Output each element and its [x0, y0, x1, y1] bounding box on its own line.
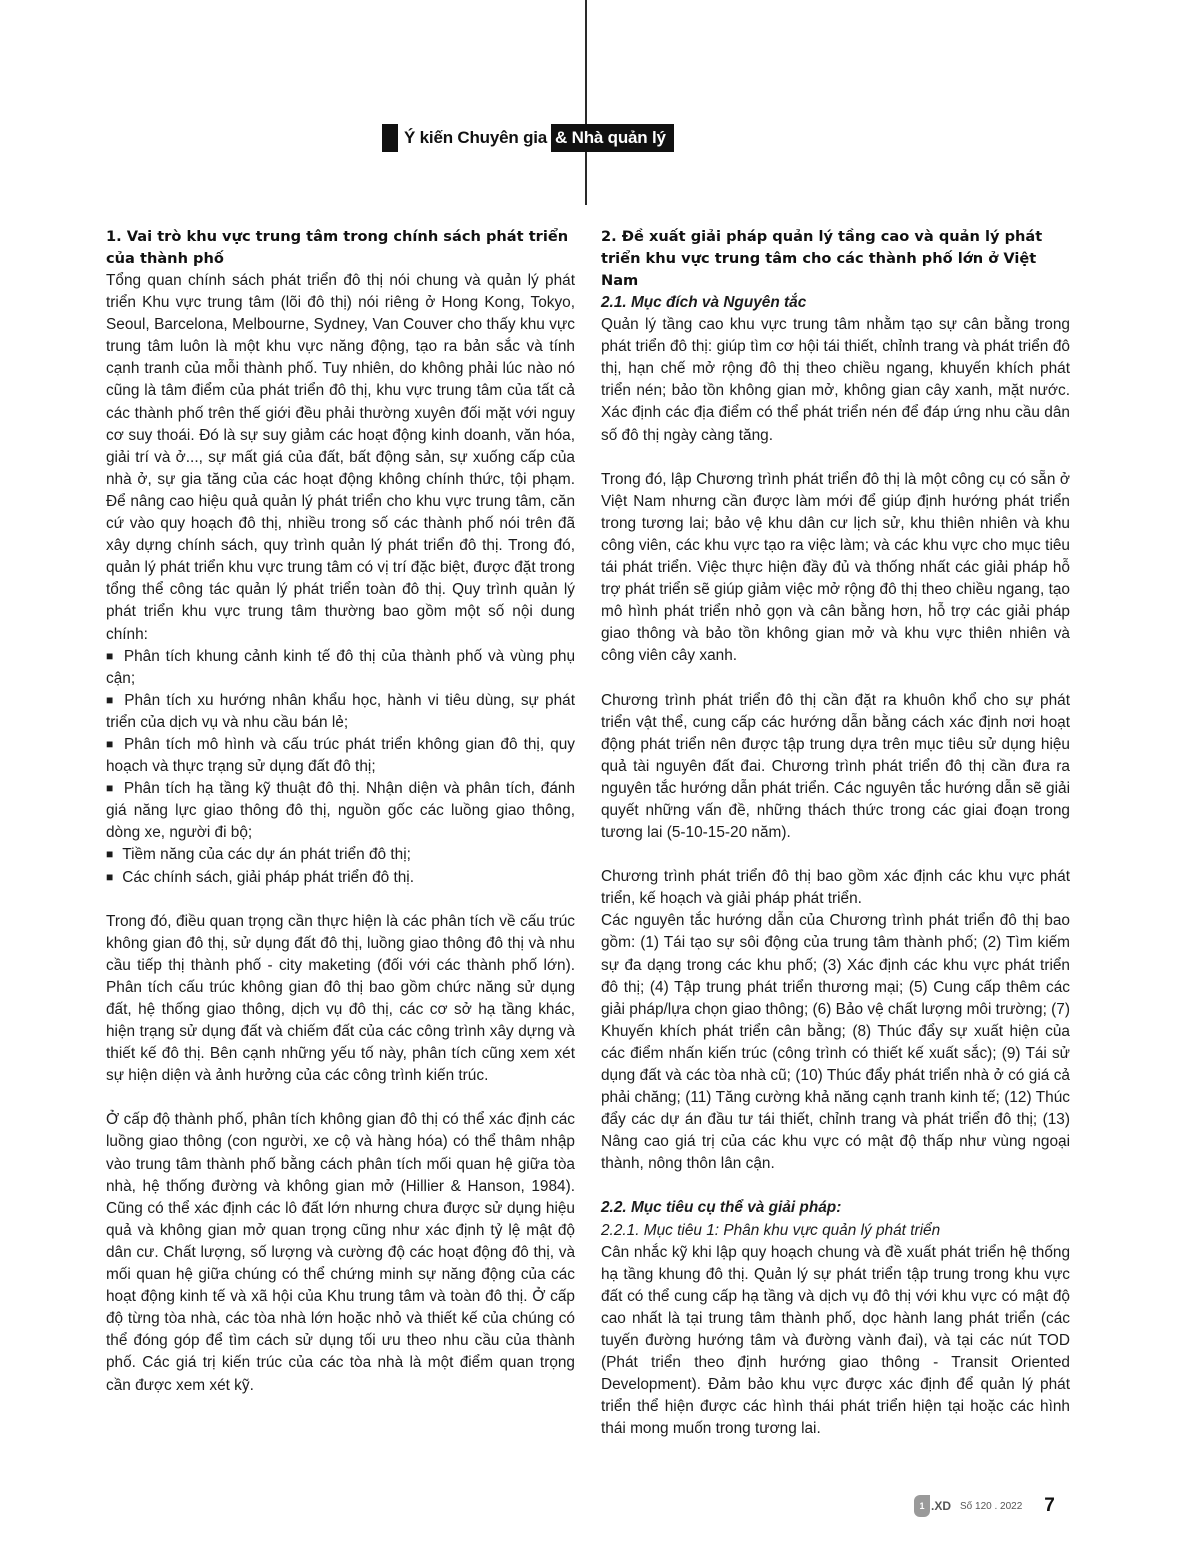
page-number: 7 [1044, 1495, 1055, 1516]
right-paragraph-3: Chương trình phát triển đô thị cần đặt ra khuôn khổ cho sự phát triển vật thể, cung cấp các hướng dẫn bằng cách xác định nơi hoạt động phát triển nên được tập trung dựa trên mục tiêu sử dụng hiệu quả tài nguyên đất đai. Chương trình phát triển đô thị cần đưa ra nguyên tắc hướng dẫn phát triển. Các nguyên tắc hướng dẫn sẽ giải quyết những vấn đề, những thách thức trong các giai đoạn trong tương lai (5-10-15-20 năm). [601, 691, 1070, 842]
bullet-item: ■ Phân tích hạ tầng kỹ thuật đô thị. Nhận diện và phân tích, đánh giá năng lực giao thông đô thị, nguồn gốc các luồng giao thông, dòng xe, người đi bộ; [106, 778, 575, 844]
right-paragraph-2: Trong đó, lập Chương trình phát triển đô thị là một công cụ có sẵn ở Việt Nam nhưng cần được làm mới để giúp định hướng phát triển trong tương lai; bảo vệ khu dân cư lịch sử, khu thiên nhiên và khu công viên, các khu vực tạo ra việc làm; và các khu vực cho mục tiêu tái phát triển. Việc thực hiện đầy đủ và thống nhất các giải pháp hỗ trợ phát triển sẽ giúp giảm việc mở rộng đô thị theo chiều ngang, tạo mô hình phát triển nhỏ gọn và cân bằng hơn, hỗ trợ các giải pháp giao thông và bảo tồn không gian mở và khu vực thiên nhiên và công viên cây xanh. [601, 470, 1070, 665]
header-title-part1: Ý kiến Chuyên gia [404, 128, 548, 147]
column-top-divider [585, 0, 587, 205]
section-1-heading: 1. Vai trò khu vực trung tâm trong chính sách phát triển của thành phố [106, 228, 569, 267]
subheading-2-2: 2.2. Mục tiêu cụ thể và giải pháp: [601, 1199, 842, 1217]
bullet-item: ■ Tiềm năng của các dự án phát triển đô thị; [106, 844, 575, 866]
right-paragraph-1: Quản lý tầng cao khu vực trung tâm nhằm tạo sự cân bằng trong phát triển đô thị: giúp tìm cơ hội tái thiết, chỉnh trang và phát triển đô thị, hạn chế mở rộng đô thị theo chiều ngang, khuyến khích phát triển nén; bảo tồn không gian mở, không gian cây xanh, mặt nước. Xác định các địa điểm có thể phát triển nén để đáp ứng nhu cầu dân số đô thị ngày càng tăng. [601, 316, 1070, 444]
bullet-item: ■ Phân tích xu hướng nhân khẩu học, hành vi tiêu dùng, sự phát triển của dịch vụ và nhu cầu bán lẻ; [106, 690, 575, 734]
bullet-item: ■ Phân tích mô hình và cấu trúc phát triển không gian đô thị, quy hoạch và thực trạng sử dụng đất đô thị; [106, 734, 575, 778]
right-paragraph-5: Các nguyên tắc hướng dẫn của Chương trình phát triển đô thị bao gồm: (1) Tái tạo sự sôi động của trung tâm thành phố; (2) Tìm kiếm sự đa dạng trong các khu phố; (3) Xác định các khu vực phát triển đô thị; (4) Tập trung phát triển thương mại; (5) Cung cấp thêm các giải pháp/lựa chọn giao thông; (6) Bảo vệ chất lượng môi trường; (7) Khuyến khích phát triển cân bằng; (8) Thúc đẩy sự xuất hiện của các điểm nhấn kiến trúc (công trình có thiết kế xuất sắc); (9) Tái sử dụng đất và các tòa nhà cũ; (10) Thúc đẩy phát triển nhà ở có giá cả phải chăng; (11) Tăng cường khả năng cạnh tranh kinh tế; (12) Thúc đẩy các dự án đầu tư tái thiết, chỉnh trang và phát triển đô thị; (13) Nâng cao giá trị của các khu vực có mật độ thấp như vùng ngoại thành, nông thôn lân cận. [601, 912, 1070, 1173]
right-column [601, 226, 1070, 1441]
bullet-item: ■ Các chính sách, giải pháp phát triển đô thị. [106, 867, 575, 889]
section-header [382, 124, 674, 152]
left-paragraph-1: Tổng quan chính sách phát triển đô thị nói chung và quản lý phát triển Khu vực trung tâm (lõi đô thị) nói riêng ở Hong Kong, Tokyo, Seoul, Barcelona, Melbourne, Sydney, Van Couver cho thấy khu vực trung tâm luôn là một khu vực năng động, tạo ra bản sắc và tính cạnh tranh của mỗi thành phố. Tuy nhiên, do không phải lúc nào nó cũng là tâm điểm của phát triển đô thị, khu vực trung tâm của tất cả các thành phố trên thế giới đều phải thường xuyên đối mặt với nguy cơ suy thoái. Đó là sự suy giảm các hoạt động kinh doanh, văn hóa, giải trí và ở..., sự mất giá của đất, bất động sản, sự xuống cấp của nhà ở, sự gia tăng của các hoạt động không chính thức, tội phạm. Để nâng cao hiệu quả quản lý phát triển cho khu vực trung tâm, căn cứ vào quy hoạch đô thị, nhiều trong số các thành phố nói trên đã xây dựng chính sách, quy trình quản lý phát triển đô thị. Trong đó, quản lý phát triển khu vực trung tâm có vị trí đặc biệt, được đặt trong tổng thể công tác quản lý phát triển toàn đô thị. Quy trình quản lý phát triển khu vực trung tâm thường bao gồm một số nội dung chính: [106, 272, 575, 643]
right-paragraph-4: Chương trình phát triển đô thị bao gồm xác định các khu vực phát triển, kế hoạch và giải pháp phát triển. [601, 868, 1070, 908]
header-marker-block [382, 124, 398, 152]
subheading-2-1: 2.1. Mục đích và Nguyên tắc [601, 294, 807, 311]
section-2-heading: 2. Đề xuất giải pháp quản lý tầng cao và quản lý phát triển khu vực trung tâm cho các thành phố lớn ở Việt Nam [601, 228, 1043, 289]
left-paragraph-2: Trong đó, điều quan trọng cần thực hiện là các phân tích về cấu trúc không gian đô thị, sử dụng đất đô thị, luồng giao thông đô thị và nhu cầu tiếp thị thành phố - city maketing (đối với các thành phố lớn). Phân tích cấu trúc không gian đô thị bao gồm chức năng sử dụng đất, hệ thống giao thông, dịch vụ đô thị, các cơ sở hạ tầng khác, hiện trạng sử dụng đất và chiếm đất của các công trình xây dựng và thiết kế đô thị. Bên cạnh những yếu tố này, phân tích cũng xem xét sự hiện diện và ảnh hưởng của các công trình kiến trúc. [106, 912, 575, 1085]
left-column [106, 226, 575, 1397]
magazine-logo: 1 [914, 1495, 930, 1517]
left-paragraph-3: Ở cấp độ thành phố, phân tích không gian đô thị có thể xác định các luồng giao thông (con người, xe cộ và hàng hóa) có thể thâm nhập vào trung tâm thành phố bằng cách phân tích mối quan hệ giữa tòa nhà, hệ thống đường và không gian mở (Hillier & Hanson, 1984). Cũng có thể xác định các lô đất lớn nhưng chưa được sử dụng hiệu quả và không gian mở quan trọng cũng như xác định tỷ lệ mật độ dân cư. Chất lượng, số lượng và cường độ các hoạt động đô thị, và mối quan hệ giữa chúng có thể chứng minh sự năng động của các hoạt động kinh tế và xã hội của Khu trung tâm và toàn đô thị. Ở cấp độ từng tòa nhà, các tòa nhà lớn hoặc nhỏ và thiết kế của chúng có thể đóng góp để tìm cách sử dụng tối ưu theo nhu cầu của thành phố. Các giá trị kiến trúc của các tòa nhà là một điểm quan trọng cần được xem xét kỹ. [106, 1111, 575, 1394]
bullet-item: ■ Phân tích khung cảnh kinh tế đô thị của thành phố và vùng phụ cận; [106, 646, 575, 690]
analysis-bullet-list [106, 646, 575, 889]
right-paragraph-6: Cân nhắc kỹ khi lập quy hoạch chung và đề xuất phát triển hệ thống hạ tầng khung đô thị. Quản lý sự phát triển tập trung trong khu vực đất có thể cung cấp hạ tầng và dịch vụ đô thị với khu vực có mật độ cao nhất là tại trung tâm thành phố, dọc hành lang phát triển (các tuyến đường hướng tâm và đường vành đai), và tại các nút TOD (Phát triển theo định hướng giao thông - Transit Oriented Development). Đảm bảo khu vực được xác định để quản lý phát triển thể hiện được các hình thái phát triển hiện tại hoặc các hình thái mong muốn trong tương lai. [601, 1243, 1070, 1438]
subheading-2-2-1: 2.2.1. Mục tiêu 1: Phân khu vực quản lý phát triển [601, 1221, 941, 1239]
header-title-part2: & Nhà quản lý [551, 124, 674, 152]
page-footer [914, 1493, 1055, 1519]
issue-number: Số 120 . 2022 [960, 1500, 1023, 1512]
magazine-brand: .XD [931, 1499, 952, 1513]
